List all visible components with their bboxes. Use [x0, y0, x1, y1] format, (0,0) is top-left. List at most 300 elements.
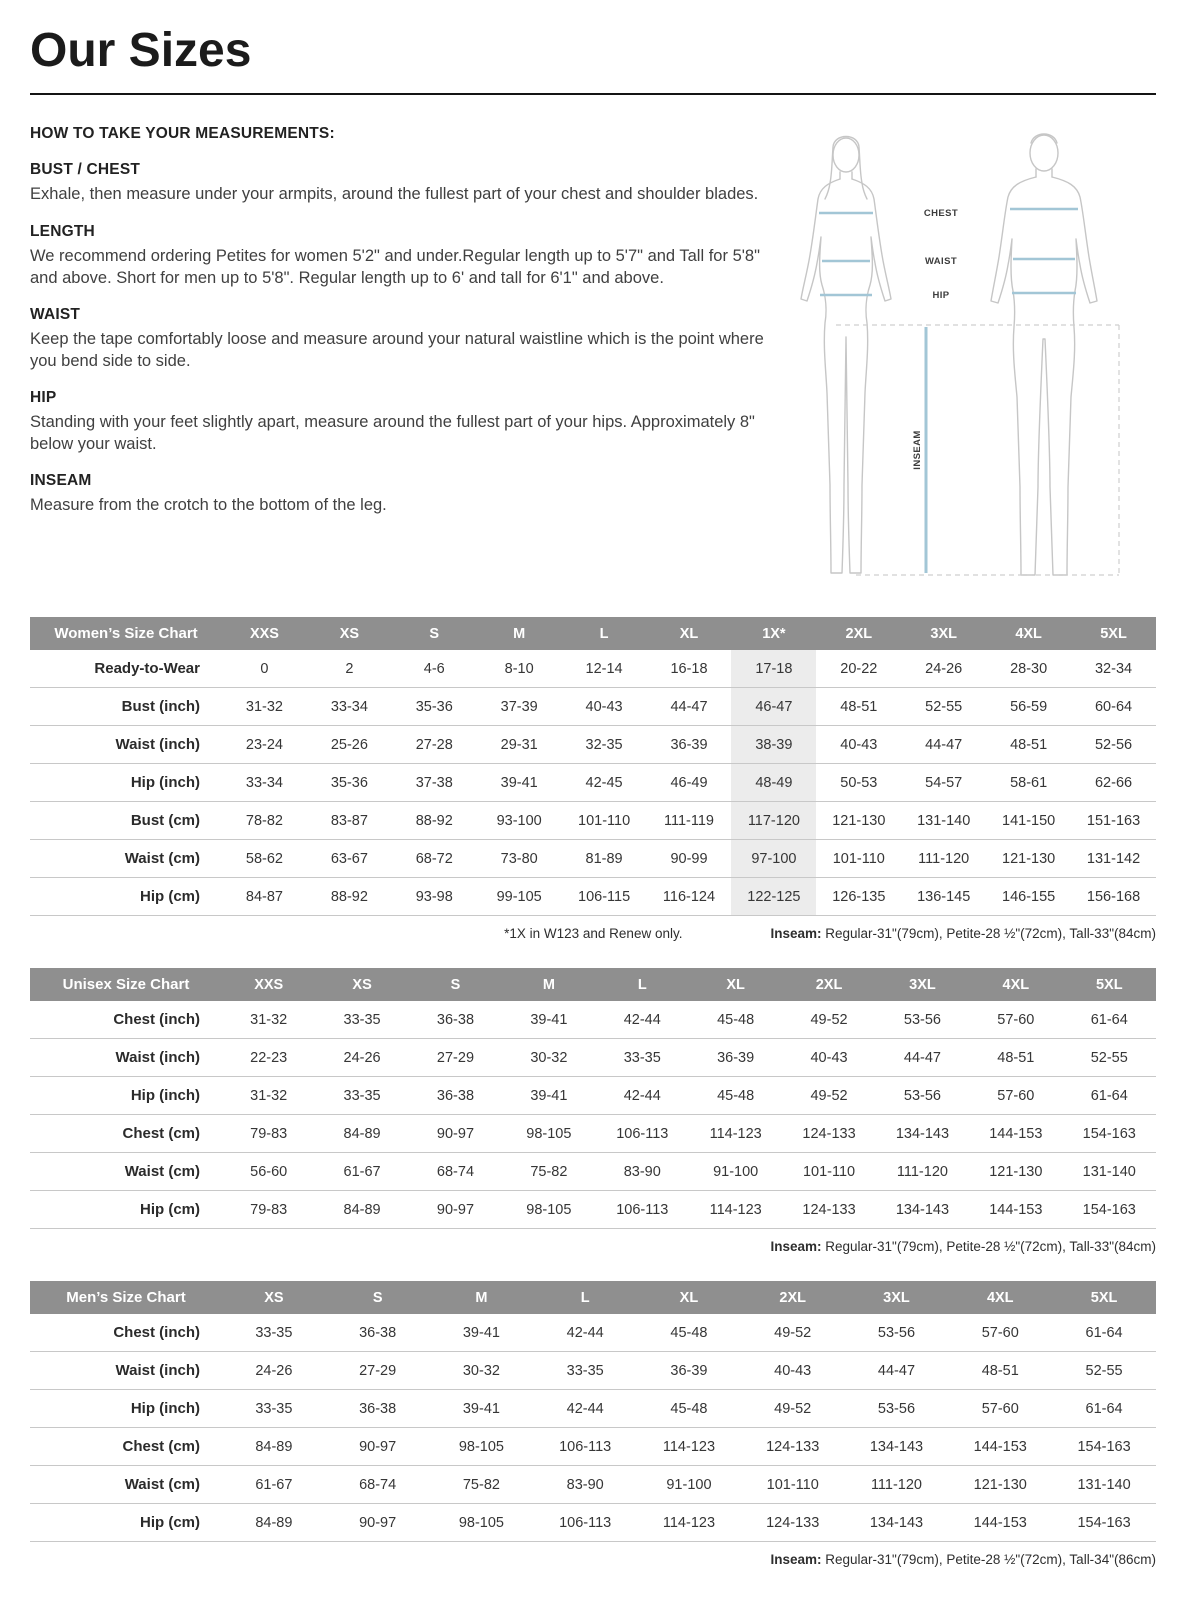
table-cell: 25-26 [307, 726, 392, 764]
table-cell: 27-29 [326, 1352, 430, 1390]
column-header: M [477, 617, 562, 650]
table-cell: 42-44 [533, 1314, 637, 1352]
table-cell: 101-110 [816, 840, 901, 878]
table-cell: 24-26 [901, 650, 986, 688]
table-cell: 84-87 [222, 878, 307, 916]
diagram-label-inseam: INSEAM [912, 430, 923, 471]
row-label: Waist (inch) [30, 1039, 222, 1077]
table-cell: 134-143 [876, 1191, 969, 1229]
diagram-label-chest: CHEST [923, 208, 959, 220]
table-cell: 52-55 [1063, 1039, 1156, 1077]
table-cell: 106-113 [533, 1428, 637, 1466]
table-cell: 36-38 [409, 1077, 502, 1115]
table-cell: 88-92 [392, 802, 477, 840]
female-figure-illustration [801, 137, 891, 574]
table-cell: 134-143 [845, 1504, 949, 1542]
column-header: 2XL [782, 968, 875, 1001]
table-cell: 53-56 [845, 1390, 949, 1428]
table-cell: 61-64 [1063, 1077, 1156, 1115]
table-cell: 61-67 [315, 1153, 408, 1191]
table-cell: 106-113 [596, 1191, 689, 1229]
size-tables [30, 617, 1156, 1567]
table-row [30, 1115, 1156, 1153]
table-cell: 58-61 [986, 764, 1071, 802]
table-cell: 37-39 [477, 688, 562, 726]
table-cell: 33-34 [222, 764, 307, 802]
table-cell: 131-142 [1071, 840, 1156, 878]
table-cell: 36-38 [326, 1314, 430, 1352]
table-cell: 45-48 [637, 1390, 741, 1428]
column-header: S [409, 968, 502, 1001]
table-cell: 111-120 [876, 1153, 969, 1191]
table-cell: 44-47 [901, 726, 986, 764]
table-cell: 88-92 [307, 878, 392, 916]
table-row [30, 1039, 1156, 1077]
table-cell: 32-34 [1071, 650, 1156, 688]
table-cell: 61-64 [1052, 1314, 1156, 1352]
table-cell: 63-67 [307, 840, 392, 878]
table-cell: 154-163 [1052, 1504, 1156, 1542]
table-cell: 54-57 [901, 764, 986, 802]
table-cell: 57-60 [948, 1390, 1052, 1428]
footnote-inseam: Inseam: Regular-31"(79cm), Petite-28 ½"(72cm), Tall-33"(84cm) [770, 926, 1156, 942]
table-cell: 24-26 [222, 1352, 326, 1390]
table-cell: 17-18 [731, 650, 816, 688]
row-label: Waist (cm) [30, 1153, 222, 1191]
table-cell: 46-49 [647, 764, 732, 802]
measurement-section [30, 389, 772, 455]
footnote-inseam-label: Inseam: [770, 1239, 822, 1255]
table-cell: 122-125 [731, 878, 816, 916]
table-cell: 98-105 [502, 1115, 595, 1153]
table-cell: 124-133 [741, 1504, 845, 1542]
footnote-note: *1X in W123 and Renew only. [504, 926, 683, 942]
table-cell: 121-130 [816, 802, 901, 840]
column-header: 3XL [901, 617, 986, 650]
table-cell: 90-97 [326, 1504, 430, 1542]
table-cell: 98-105 [430, 1428, 534, 1466]
table-cell: 124-133 [782, 1191, 875, 1229]
table-cell: 79-83 [222, 1191, 315, 1229]
table-cell: 39-41 [430, 1314, 534, 1352]
table-cell: 90-97 [409, 1191, 502, 1229]
column-header: 3XL [876, 968, 969, 1001]
table-cell: 90-99 [647, 840, 732, 878]
table-title: Unisex Size Chart [30, 968, 222, 1001]
table-cell: 116-124 [647, 878, 732, 916]
table-cell: 111-120 [901, 840, 986, 878]
row-label: Hip (cm) [30, 1191, 222, 1229]
section-body: We recommend ordering Petites for women 5'2" and under.Regular length up to 5'7" and Tall for 5'8" and above. Short for men up to 5'8". Regular length up to 6' and tall for 6'1" and above. [30, 246, 760, 287]
table-cell: 49-52 [741, 1390, 845, 1428]
table-cell: 50-53 [816, 764, 901, 802]
table-cell: 30-32 [430, 1352, 534, 1390]
table-cell: 136-145 [901, 878, 986, 916]
table-cell: 83-87 [307, 802, 392, 840]
table-row [30, 1191, 1156, 1229]
table-row [30, 650, 1156, 688]
table-cell: 79-83 [222, 1115, 315, 1153]
table-row [30, 1077, 1156, 1115]
table-cell: 53-56 [876, 1001, 969, 1039]
table-cell: 101-110 [782, 1153, 875, 1191]
row-label: Chest (cm) [30, 1115, 222, 1153]
table-cell: 78-82 [222, 802, 307, 840]
table-cell: 134-143 [876, 1115, 969, 1153]
table-cell: 31-32 [222, 688, 307, 726]
table-cell: 93-100 [477, 802, 562, 840]
intro-section [30, 125, 1156, 599]
table-cell: 48-51 [948, 1352, 1052, 1390]
table-cell: 90-97 [409, 1115, 502, 1153]
table-cell: 156-168 [1071, 878, 1156, 916]
table-row [30, 764, 1156, 802]
men-s-size-chart-table [30, 1281, 1156, 1542]
measurement-sections [30, 161, 772, 516]
table-cell: 84-89 [222, 1428, 326, 1466]
column-header: L [596, 968, 689, 1001]
table-cell: 52-55 [901, 688, 986, 726]
table-cell: 121-130 [969, 1153, 1062, 1191]
table-cell: 114-123 [689, 1191, 782, 1229]
footnote-inseam: Inseam: Regular-31"(79cm), Petite-28 ½"(72cm), Tall-33"(84cm) [770, 1239, 1156, 1255]
table-cell: 27-28 [392, 726, 477, 764]
table-cell: 154-163 [1052, 1428, 1156, 1466]
men-s-size-chart-section [30, 1281, 1156, 1567]
table-cell: 44-47 [876, 1039, 969, 1077]
table-cell: 22-23 [222, 1039, 315, 1077]
table-cell: 46-47 [731, 688, 816, 726]
table-cell: 99-105 [477, 878, 562, 916]
table-cell: 114-123 [637, 1504, 741, 1542]
table-cell: 37-38 [392, 764, 477, 802]
table-row [30, 878, 1156, 916]
table-cell: 151-163 [1071, 802, 1156, 840]
table-row [30, 1428, 1156, 1466]
instructions-heading: HOW TO TAKE YOUR MEASUREMENTS: [30, 125, 335, 143]
table-cell: 30-32 [502, 1039, 595, 1077]
row-label: Hip (inch) [30, 764, 222, 802]
table-cell: 33-35 [596, 1039, 689, 1077]
table-cell: 33-35 [222, 1314, 326, 1352]
table-cell: 98-105 [502, 1191, 595, 1229]
table-cell: 57-60 [969, 1077, 1062, 1115]
section-title: LENGTH [30, 222, 95, 240]
table-cell: 61-64 [1052, 1390, 1156, 1428]
column-header: L [562, 617, 647, 650]
table-row [30, 1314, 1156, 1352]
table-cell: 2 [307, 650, 392, 688]
column-header: XS [222, 1281, 326, 1314]
header-row [30, 617, 1156, 650]
table-cell: 45-48 [689, 1001, 782, 1039]
header-row [30, 1281, 1156, 1314]
table-row [30, 1153, 1156, 1191]
table-cell: 42-44 [596, 1077, 689, 1115]
table-row [30, 726, 1156, 764]
table-row [30, 1466, 1156, 1504]
table-cell: 61-67 [222, 1466, 326, 1504]
table-cell: 40-43 [562, 688, 647, 726]
table-cell: 84-89 [315, 1191, 408, 1229]
table-cell: 31-32 [222, 1001, 315, 1039]
table-cell: 42-44 [533, 1390, 637, 1428]
row-label: Bust (cm) [30, 802, 222, 840]
page-title: Our Sizes [30, 24, 252, 77]
section-body: Exhale, then measure under your armpits, around the fullest part of your chest and shoulder blades. [30, 185, 759, 204]
row-label: Waist (cm) [30, 1466, 222, 1504]
column-header: 2XL [741, 1281, 845, 1314]
row-label: Waist (inch) [30, 1352, 222, 1390]
table-cell: 81-89 [562, 840, 647, 878]
row-label: Waist (inch) [30, 726, 222, 764]
table-cell: 56-60 [222, 1153, 315, 1191]
column-header: 3XL [845, 1281, 949, 1314]
table-row [30, 1504, 1156, 1542]
table-cell: 36-39 [637, 1352, 741, 1390]
table-footnote [30, 1552, 1156, 1567]
table-cell: 146-155 [986, 878, 1071, 916]
section-title: HIP [30, 388, 57, 406]
table-cell: 33-35 [315, 1077, 408, 1115]
measurement-section [30, 223, 772, 289]
table-row [30, 802, 1156, 840]
table-cell: 45-48 [637, 1314, 741, 1352]
table-cell: 33-35 [533, 1352, 637, 1390]
section-body: Measure from the crotch to the bottom of the leg. [30, 496, 387, 515]
table-title: Men’s Size Chart [30, 1281, 222, 1314]
table-cell: 144-153 [948, 1428, 1052, 1466]
table-cell: 53-56 [845, 1314, 949, 1352]
header-row [30, 968, 1156, 1001]
table-cell: 144-153 [969, 1191, 1062, 1229]
table-footnote [30, 1239, 1156, 1254]
table-cell: 0 [222, 650, 307, 688]
table-cell: 131-140 [1052, 1466, 1156, 1504]
table-cell: 52-56 [1071, 726, 1156, 764]
section-title: INSEAM [30, 472, 92, 490]
row-label: Waist (cm) [30, 840, 222, 878]
table-cell: 90-97 [326, 1428, 430, 1466]
table-cell: 75-82 [430, 1466, 534, 1504]
table-cell: 154-163 [1063, 1191, 1156, 1229]
row-label: Hip (cm) [30, 1504, 222, 1542]
table-row [30, 1001, 1156, 1039]
table-cell: 32-35 [562, 726, 647, 764]
column-header: M [430, 1281, 534, 1314]
table-cell: 39-41 [502, 1077, 595, 1115]
column-header: 4XL [969, 968, 1062, 1001]
table-cell: 8-10 [477, 650, 562, 688]
table-cell: 73-80 [477, 840, 562, 878]
table-cell: 68-72 [392, 840, 477, 878]
table-cell: 101-110 [741, 1466, 845, 1504]
row-label: Chest (cm) [30, 1428, 222, 1466]
table-cell: 83-90 [533, 1466, 637, 1504]
footnote-inseam: Inseam: Regular-31"(79cm), Petite-28 ½"(72cm), Tall-34"(86cm) [770, 1552, 1156, 1568]
column-header: XXS [222, 968, 315, 1001]
unisex-size-chart-section [30, 968, 1156, 1254]
column-header: 4XL [948, 1281, 1052, 1314]
table-cell: 126-135 [816, 878, 901, 916]
table-cell: 40-43 [741, 1352, 845, 1390]
table-cell: 23-24 [222, 726, 307, 764]
women-s-size-chart-section [30, 617, 1156, 941]
column-header: 5XL [1063, 968, 1156, 1001]
table-cell: 84-89 [315, 1115, 408, 1153]
column-header: XS [315, 968, 408, 1001]
women-s-size-chart-table [30, 617, 1156, 916]
footnote-inseam-label: Inseam: [770, 1552, 822, 1568]
column-header: S [392, 617, 477, 650]
row-label: Chest (inch) [30, 1001, 222, 1039]
row-label: Hip (inch) [30, 1390, 222, 1428]
table-cell: 39-41 [430, 1390, 534, 1428]
table-cell: 117-120 [731, 802, 816, 840]
column-header: XXS [222, 617, 307, 650]
table-cell: 36-39 [689, 1039, 782, 1077]
table-cell: 28-30 [986, 650, 1071, 688]
table-cell: 24-26 [315, 1039, 408, 1077]
table-cell: 93-98 [392, 878, 477, 916]
table-cell: 29-31 [477, 726, 562, 764]
table-cell: 141-150 [986, 802, 1071, 840]
table-cell: 111-119 [647, 802, 732, 840]
table-cell: 33-35 [222, 1390, 326, 1428]
table-cell: 48-51 [969, 1039, 1062, 1077]
table-cell: 124-133 [741, 1428, 845, 1466]
column-header: 2XL [816, 617, 901, 650]
table-cell: 36-38 [326, 1390, 430, 1428]
column-header: XL [689, 968, 782, 1001]
table-cell: 75-82 [502, 1153, 595, 1191]
column-header: 1X* [731, 617, 816, 650]
row-label: Bust (inch) [30, 688, 222, 726]
table-cell: 31-32 [222, 1077, 315, 1115]
table-cell: 144-153 [969, 1115, 1062, 1153]
column-header: S [326, 1281, 430, 1314]
table-footnote [30, 926, 1156, 941]
table-row [30, 688, 1156, 726]
table-cell: 101-110 [562, 802, 647, 840]
section-title: BUST / CHEST [30, 161, 141, 179]
table-cell: 38-39 [731, 726, 816, 764]
table-cell: 68-74 [409, 1153, 502, 1191]
table-cell: 27-29 [409, 1039, 502, 1077]
section-body: Standing with your feet slightly apart, measure around the fullest part of your hips. Approximately 8" below your waist. [30, 412, 755, 454]
table-cell: 57-60 [969, 1001, 1062, 1039]
table-cell: 131-140 [1063, 1153, 1156, 1191]
table-cell: 121-130 [986, 840, 1071, 878]
table-cell: 40-43 [782, 1039, 875, 1077]
table-cell: 48-49 [731, 764, 816, 802]
table-cell: 49-52 [741, 1314, 845, 1352]
column-header: M [502, 968, 595, 1001]
table-cell: 45-48 [689, 1077, 782, 1115]
table-cell: 4-6 [392, 650, 477, 688]
table-cell: 53-56 [876, 1077, 969, 1115]
table-cell: 91-100 [637, 1466, 741, 1504]
table-cell: 36-39 [647, 726, 732, 764]
diagram-label-hip: HIP [932, 290, 950, 302]
table-cell: 83-90 [596, 1153, 689, 1191]
table-cell: 134-143 [845, 1428, 949, 1466]
diagram-column [772, 125, 1156, 599]
table-cell: 106-113 [533, 1504, 637, 1542]
row-label: Hip (cm) [30, 878, 222, 916]
section-title: WAIST [30, 305, 81, 323]
table-cell: 36-38 [409, 1001, 502, 1039]
table-cell: 35-36 [307, 764, 392, 802]
table-title: Women’s Size Chart [30, 617, 222, 650]
table-cell: 68-74 [326, 1466, 430, 1504]
title-divider [30, 93, 1156, 95]
table-cell: 106-113 [596, 1115, 689, 1153]
column-header: L [533, 1281, 637, 1314]
table-cell: 91-100 [689, 1153, 782, 1191]
guide-lines [836, 325, 1119, 575]
table-cell: 61-64 [1063, 1001, 1156, 1039]
table-cell: 97-100 [731, 840, 816, 878]
table-cell: 111-120 [845, 1466, 949, 1504]
table-cell: 44-47 [647, 688, 732, 726]
table-cell: 52-55 [1052, 1352, 1156, 1390]
table-cell: 58-62 [222, 840, 307, 878]
measurement-section [30, 161, 772, 205]
table-cell: 154-163 [1063, 1115, 1156, 1153]
column-header: XL [647, 617, 732, 650]
table-cell: 114-123 [637, 1428, 741, 1466]
male-figure-illustration [991, 134, 1097, 575]
table-cell: 144-153 [948, 1504, 1052, 1542]
table-cell: 44-47 [845, 1352, 949, 1390]
row-label: Hip (inch) [30, 1077, 222, 1115]
table-cell: 39-41 [477, 764, 562, 802]
table-cell: 49-52 [782, 1001, 875, 1039]
measurement-section [30, 472, 772, 516]
table-cell: 56-59 [986, 688, 1071, 726]
table-cell: 124-133 [782, 1115, 875, 1153]
measurement-section [30, 306, 772, 372]
table-cell: 49-52 [782, 1077, 875, 1115]
table-cell: 57-60 [948, 1314, 1052, 1352]
diagram-label-waist: WAIST [924, 256, 958, 268]
table-cell: 33-35 [315, 1001, 408, 1039]
table-cell: 42-44 [596, 1001, 689, 1039]
table-cell: 121-130 [948, 1466, 1052, 1504]
column-header: 5XL [1071, 617, 1156, 650]
row-label: Chest (inch) [30, 1314, 222, 1352]
table-cell: 131-140 [901, 802, 986, 840]
table-cell: 35-36 [392, 688, 477, 726]
table-cell: 33-34 [307, 688, 392, 726]
column-header: 5XL [1052, 1281, 1156, 1314]
table-cell: 48-51 [986, 726, 1071, 764]
table-cell: 84-89 [222, 1504, 326, 1542]
table-cell: 12-14 [562, 650, 647, 688]
column-header: XL [637, 1281, 741, 1314]
column-header: 4XL [986, 617, 1071, 650]
table-cell: 42-45 [562, 764, 647, 802]
table-cell: 20-22 [816, 650, 901, 688]
table-cell: 114-123 [689, 1115, 782, 1153]
table-cell: 60-64 [1071, 688, 1156, 726]
measurement-instructions [30, 125, 772, 599]
table-cell: 40-43 [816, 726, 901, 764]
table-row [30, 1390, 1156, 1428]
row-label: Ready-to-Wear [30, 650, 222, 688]
section-body: Keep the tape comfortably loose and measure around your natural waistline which is the point where you bend side to side. [30, 329, 764, 370]
